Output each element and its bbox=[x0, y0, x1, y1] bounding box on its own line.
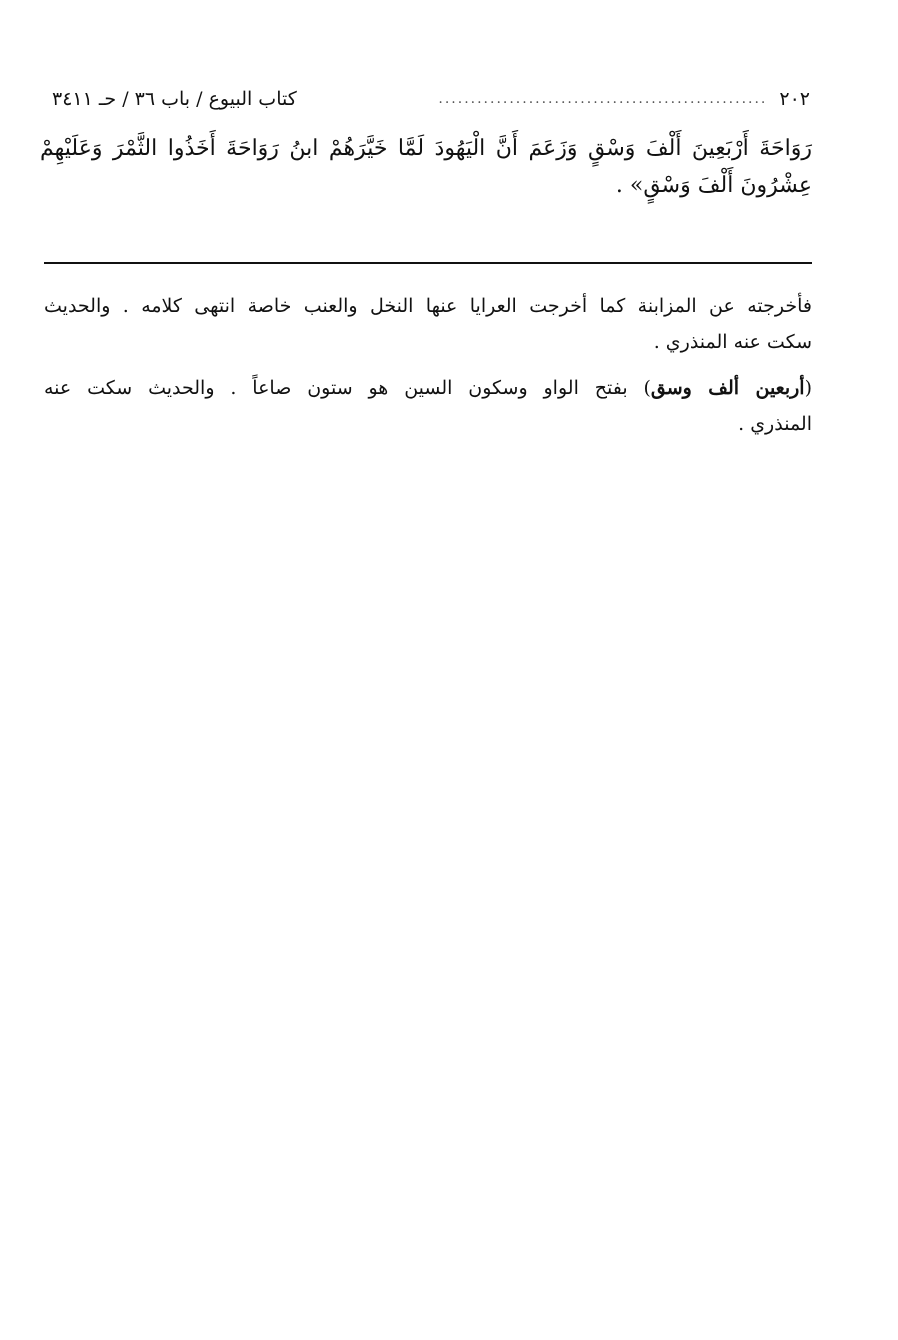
commentary-1-line-1: فأخرجته عن المزابنة كما أخرجت العرايا عنها النخل والعنب خاصة انتهى كلامه . والحديث bbox=[44, 295, 812, 317]
header-title: كتاب البيوع / باب ٣٦ / حـ ٣٤١١ bbox=[52, 88, 297, 110]
commentary-1-line-2: سكت عنه المنذري . bbox=[653, 331, 812, 353]
footnote-separator-rule bbox=[44, 262, 812, 264]
commentary-2-line-1-rest: ) بفتح الواو وسكون السين هو ستون صاعاً . والحديث سكت عنه bbox=[44, 377, 651, 399]
hadith-line-1: رَوَاحَةَ أَرْبَعِينَ أَلْفَ وَسْقٍ وَزَعَمَ أَنَّ الْيَهُودَ لَمَّا خَيَّرَهُمْ ابنُ رَوَاحَةَ أَخَذُوا الثَّمْرَ وَعَلَيْهِمْ bbox=[40, 136, 812, 161]
open-paren: ( bbox=[804, 377, 813, 399]
page-number: ٢٠٢ bbox=[779, 88, 810, 110]
leader-dots: ................................................... bbox=[438, 91, 768, 107]
running-header bbox=[52, 84, 810, 114]
hadith-text bbox=[40, 130, 812, 204]
commentary-2-line-2: المنذري . bbox=[738, 413, 812, 435]
commentary-paragraph-2 bbox=[44, 370, 812, 442]
lemma-term: أربعين ألف وسق bbox=[650, 377, 805, 399]
commentary-paragraph-1 bbox=[44, 288, 812, 360]
commentary-2-line-1 bbox=[44, 370, 812, 406]
hadith-line-2: عِشْرُونَ أَلْفَ وَسْقٍ» . bbox=[615, 173, 812, 198]
commentary-section bbox=[44, 288, 812, 452]
